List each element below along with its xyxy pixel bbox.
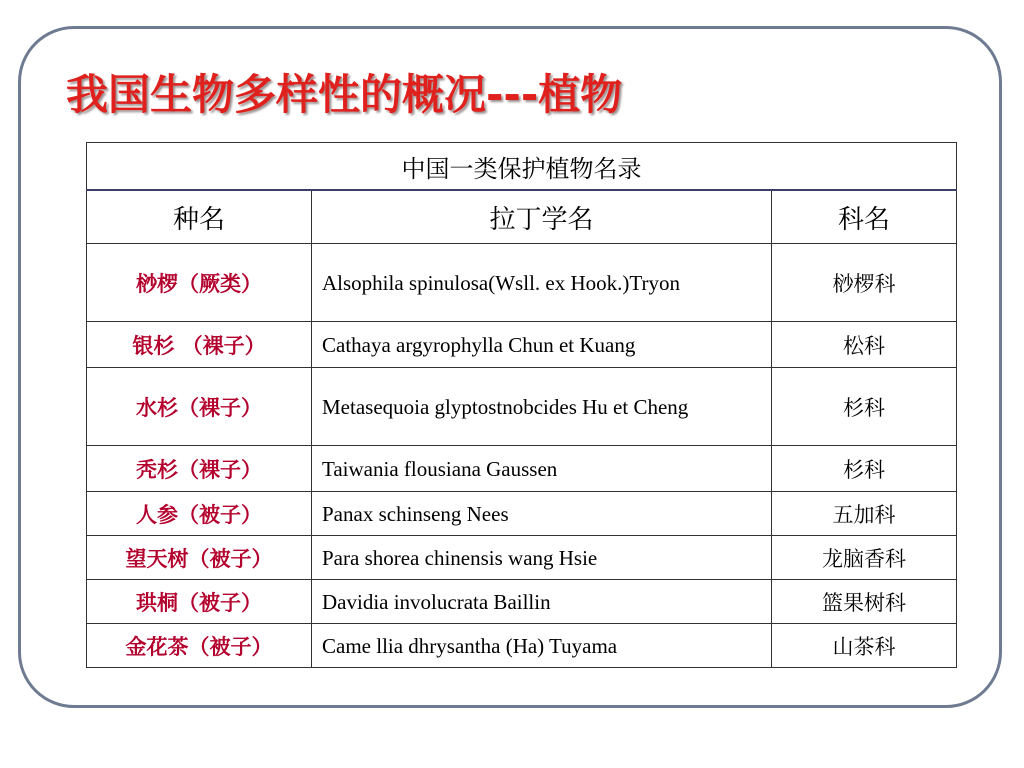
protected-plants-table — [86, 142, 957, 668]
latin-name-cell — [312, 624, 772, 668]
latin-name-cell — [312, 244, 772, 322]
latin-name-cell — [312, 580, 772, 624]
latin-name-cell — [312, 446, 772, 492]
family-cell: 龙脑香科 — [772, 536, 957, 580]
latin-name-text: Alsophila spinulosa(Wsll. ex Hook.)Tryon — [322, 270, 680, 295]
latin-name-text: Para shorea chinensis wang Hsie — [322, 545, 598, 570]
table-row — [87, 580, 957, 624]
header-latin-name: 拉丁学名 — [312, 190, 772, 244]
species-cell: 望天树（被子） — [87, 536, 312, 580]
table-header-row — [87, 190, 957, 244]
slide-title: 我国生物多样性的概况---植物 — [66, 70, 623, 119]
latin-name-cell — [312, 536, 772, 580]
family-cell: 杉科 — [772, 368, 957, 446]
table-row — [87, 322, 957, 368]
header-species: 种名 — [87, 190, 312, 244]
family-cell: 五加科 — [772, 492, 957, 536]
family-cell: 篮果树科 — [772, 580, 957, 624]
species-cell: 珙桐（被子） — [87, 580, 312, 624]
table-row — [87, 446, 957, 492]
family-cell: 杉科 — [772, 446, 957, 492]
family-cell: 松科 — [772, 322, 957, 368]
latin-name-text: Came llia dhrysantha (Ha) Tuyama — [322, 633, 618, 658]
species-cell: 人参（被子） — [87, 492, 312, 536]
species-cell: 秃杉（裸子） — [87, 446, 312, 492]
latin-name-text: Davidia involucrata Baillin — [322, 589, 551, 614]
table-row — [87, 244, 957, 322]
latin-name-text: Cathaya argyrophylla Chun et Kuang — [322, 332, 636, 357]
table-caption-row — [87, 143, 957, 191]
table-row — [87, 368, 957, 446]
family-cell: 山茶科 — [772, 624, 957, 668]
latin-name-text: Metasequoia glyptostnobcides Hu et Cheng — [322, 394, 689, 419]
family-cell: 桫椤科 — [772, 244, 957, 322]
latin-name-text: Panax schinseng Nees — [322, 501, 509, 526]
table-caption: 中国一类保护植物名录 — [87, 143, 957, 191]
latin-name-text: Taiwania flousiana Gaussen — [322, 456, 558, 481]
table-row — [87, 624, 957, 668]
latin-name-cell — [312, 492, 772, 536]
latin-name-cell — [312, 368, 772, 446]
table-row — [87, 492, 957, 536]
species-cell: 桫椤（厥类） — [87, 244, 312, 322]
header-family: 科名 — [772, 190, 957, 244]
species-cell: 水杉（裸子） — [87, 368, 312, 446]
species-cell: 金花茶（被子） — [87, 624, 312, 668]
species-cell: 银杉 （裸子） — [87, 322, 312, 368]
table-row — [87, 536, 957, 580]
latin-name-cell — [312, 322, 772, 368]
